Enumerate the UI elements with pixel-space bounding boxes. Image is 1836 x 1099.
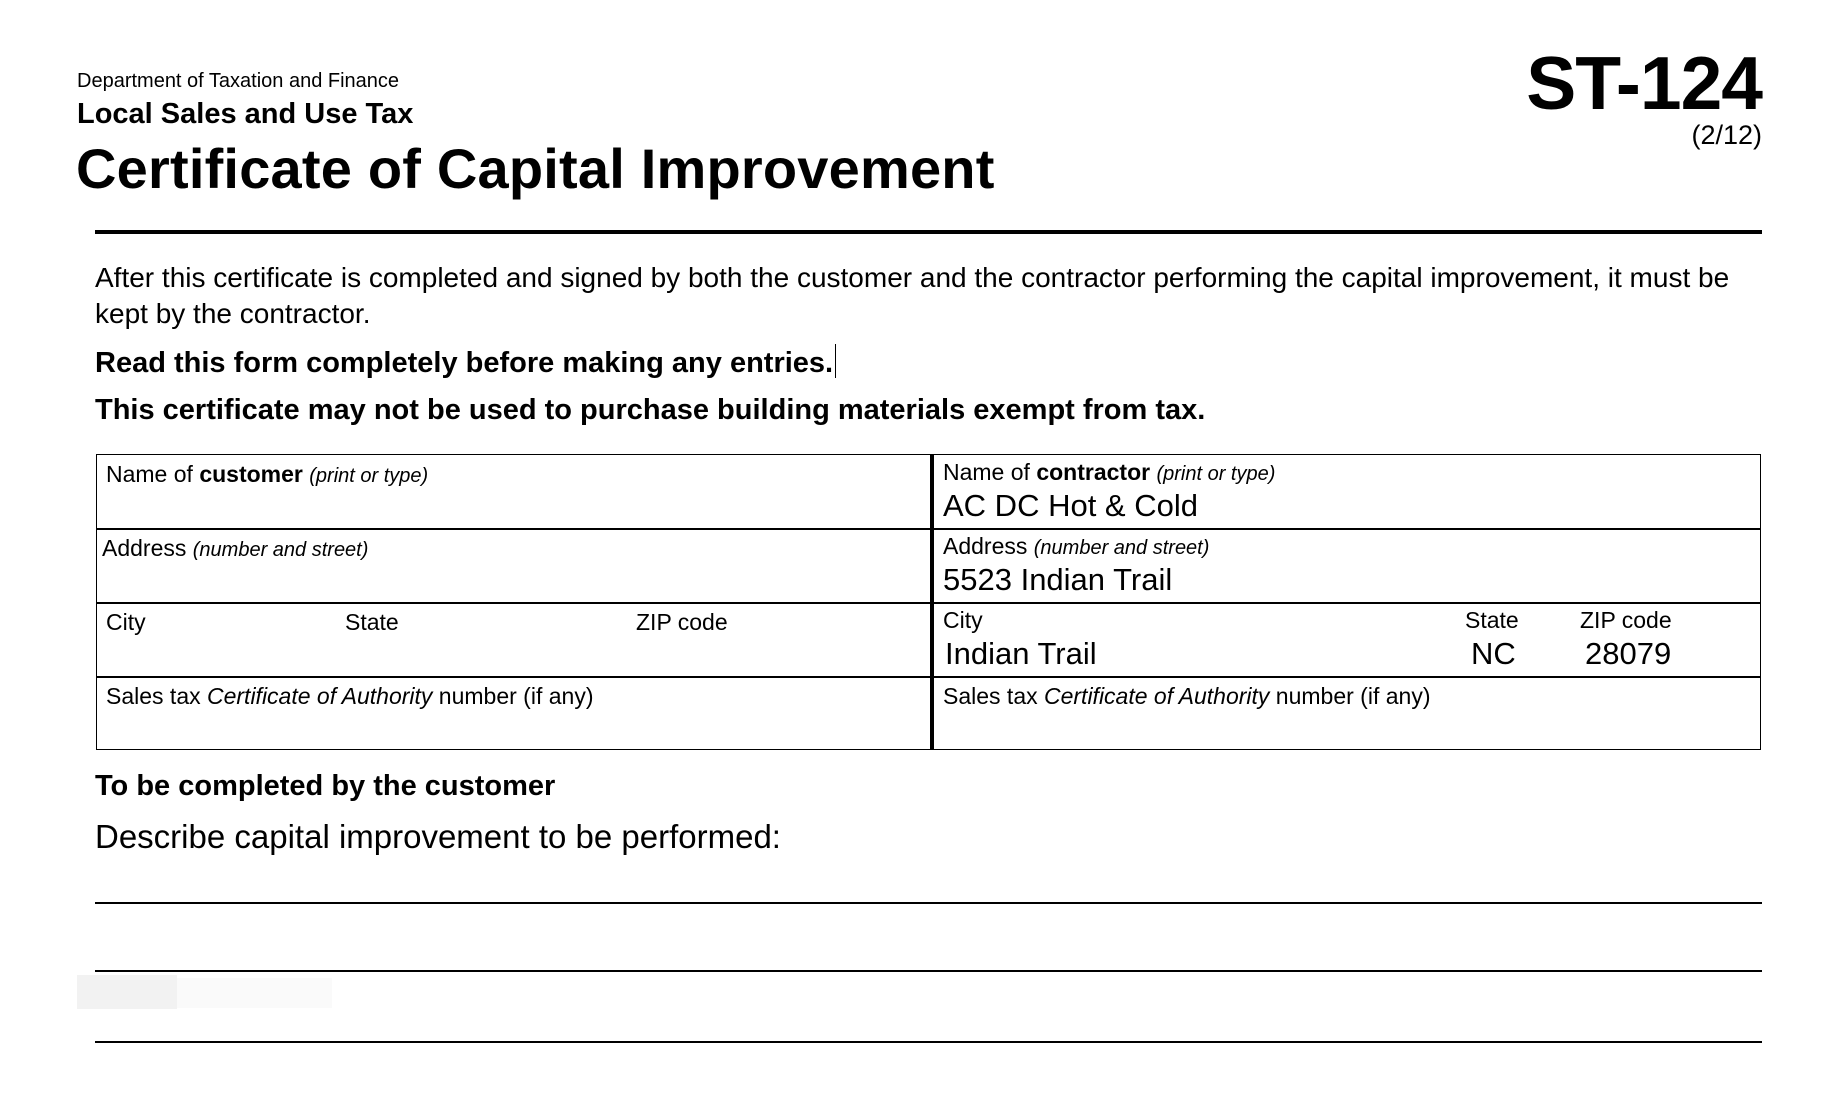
customer-section-heading: To be completed by the customer	[95, 770, 556, 802]
row-divider	[96, 602, 1761, 604]
text-cursor	[835, 344, 836, 378]
contractor-city-label: City	[943, 607, 983, 633]
customer-zip-label: ZIP code	[636, 609, 728, 635]
customer-authority-field[interactable]	[106, 712, 916, 746]
read-warning: Read this form completely before making any entries.	[95, 344, 836, 380]
contractor-name-label: Name of contractor (print or type)	[943, 459, 1276, 485]
form-number: ST-124	[1526, 41, 1762, 125]
contractor-state-field[interactable]: NC	[1471, 636, 1516, 671]
customer-name-field[interactable]	[106, 492, 916, 526]
customer-authority-label: Sales tax Certificate of Authority number (if any)	[106, 683, 594, 709]
header-divider	[95, 230, 1762, 234]
intro-text: After this certificate is completed and signed by both the customer and the contractor performing the capital improvement, it must be kept by the contractor.	[95, 262, 1730, 329]
describe-improvement-label: Describe capital improvement to be performed:	[95, 818, 781, 855]
scan-artifact	[177, 978, 332, 1008]
row-divider	[96, 676, 1761, 678]
form-subtitle: Local Sales and Use Tax	[77, 98, 414, 130]
contractor-name-field[interactable]: AC DC Hot & Cold	[943, 488, 1198, 523]
contractor-address-label: Address (number and street)	[943, 533, 1210, 559]
customer-state-label: State	[345, 609, 399, 635]
customer-name-label: Name of customer (print or type)	[106, 461, 429, 487]
description-line-1[interactable]	[95, 902, 1762, 904]
department-name: Department of Taxation and Finance	[77, 70, 400, 92]
form-revision: (2/12)	[1691, 120, 1762, 150]
customer-city-label: City	[106, 609, 146, 635]
contractor-zip-label: ZIP code	[1580, 607, 1672, 633]
customer-zip-field[interactable]	[636, 639, 916, 673]
customer-address-field[interactable]	[106, 566, 916, 600]
scan-artifact	[77, 975, 177, 1009]
page-title: Certificate of Capital Improvement	[76, 137, 995, 200]
customer-address-label: Address (number and street)	[102, 535, 369, 561]
customer-state-field[interactable]	[345, 639, 605, 673]
contractor-address-field[interactable]: 5523 Indian Trail	[943, 562, 1173, 597]
contractor-zip-field[interactable]: 28079	[1585, 636, 1672, 671]
contractor-state-label: State	[1465, 607, 1519, 633]
restriction-notice: This certificate may not be used to purchase building materials exempt from tax.	[95, 394, 1206, 426]
contractor-authority-label: Sales tax Certificate of Authority number (if any)	[943, 683, 1431, 709]
contractor-city-field[interactable]: Indian Trail	[945, 636, 1097, 671]
contractor-authority-field[interactable]	[943, 712, 1743, 746]
description-line-3[interactable]	[95, 1041, 1762, 1043]
customer-city-field[interactable]	[106, 639, 326, 673]
description-line-2[interactable]	[95, 970, 1762, 972]
row-divider	[96, 528, 1761, 530]
